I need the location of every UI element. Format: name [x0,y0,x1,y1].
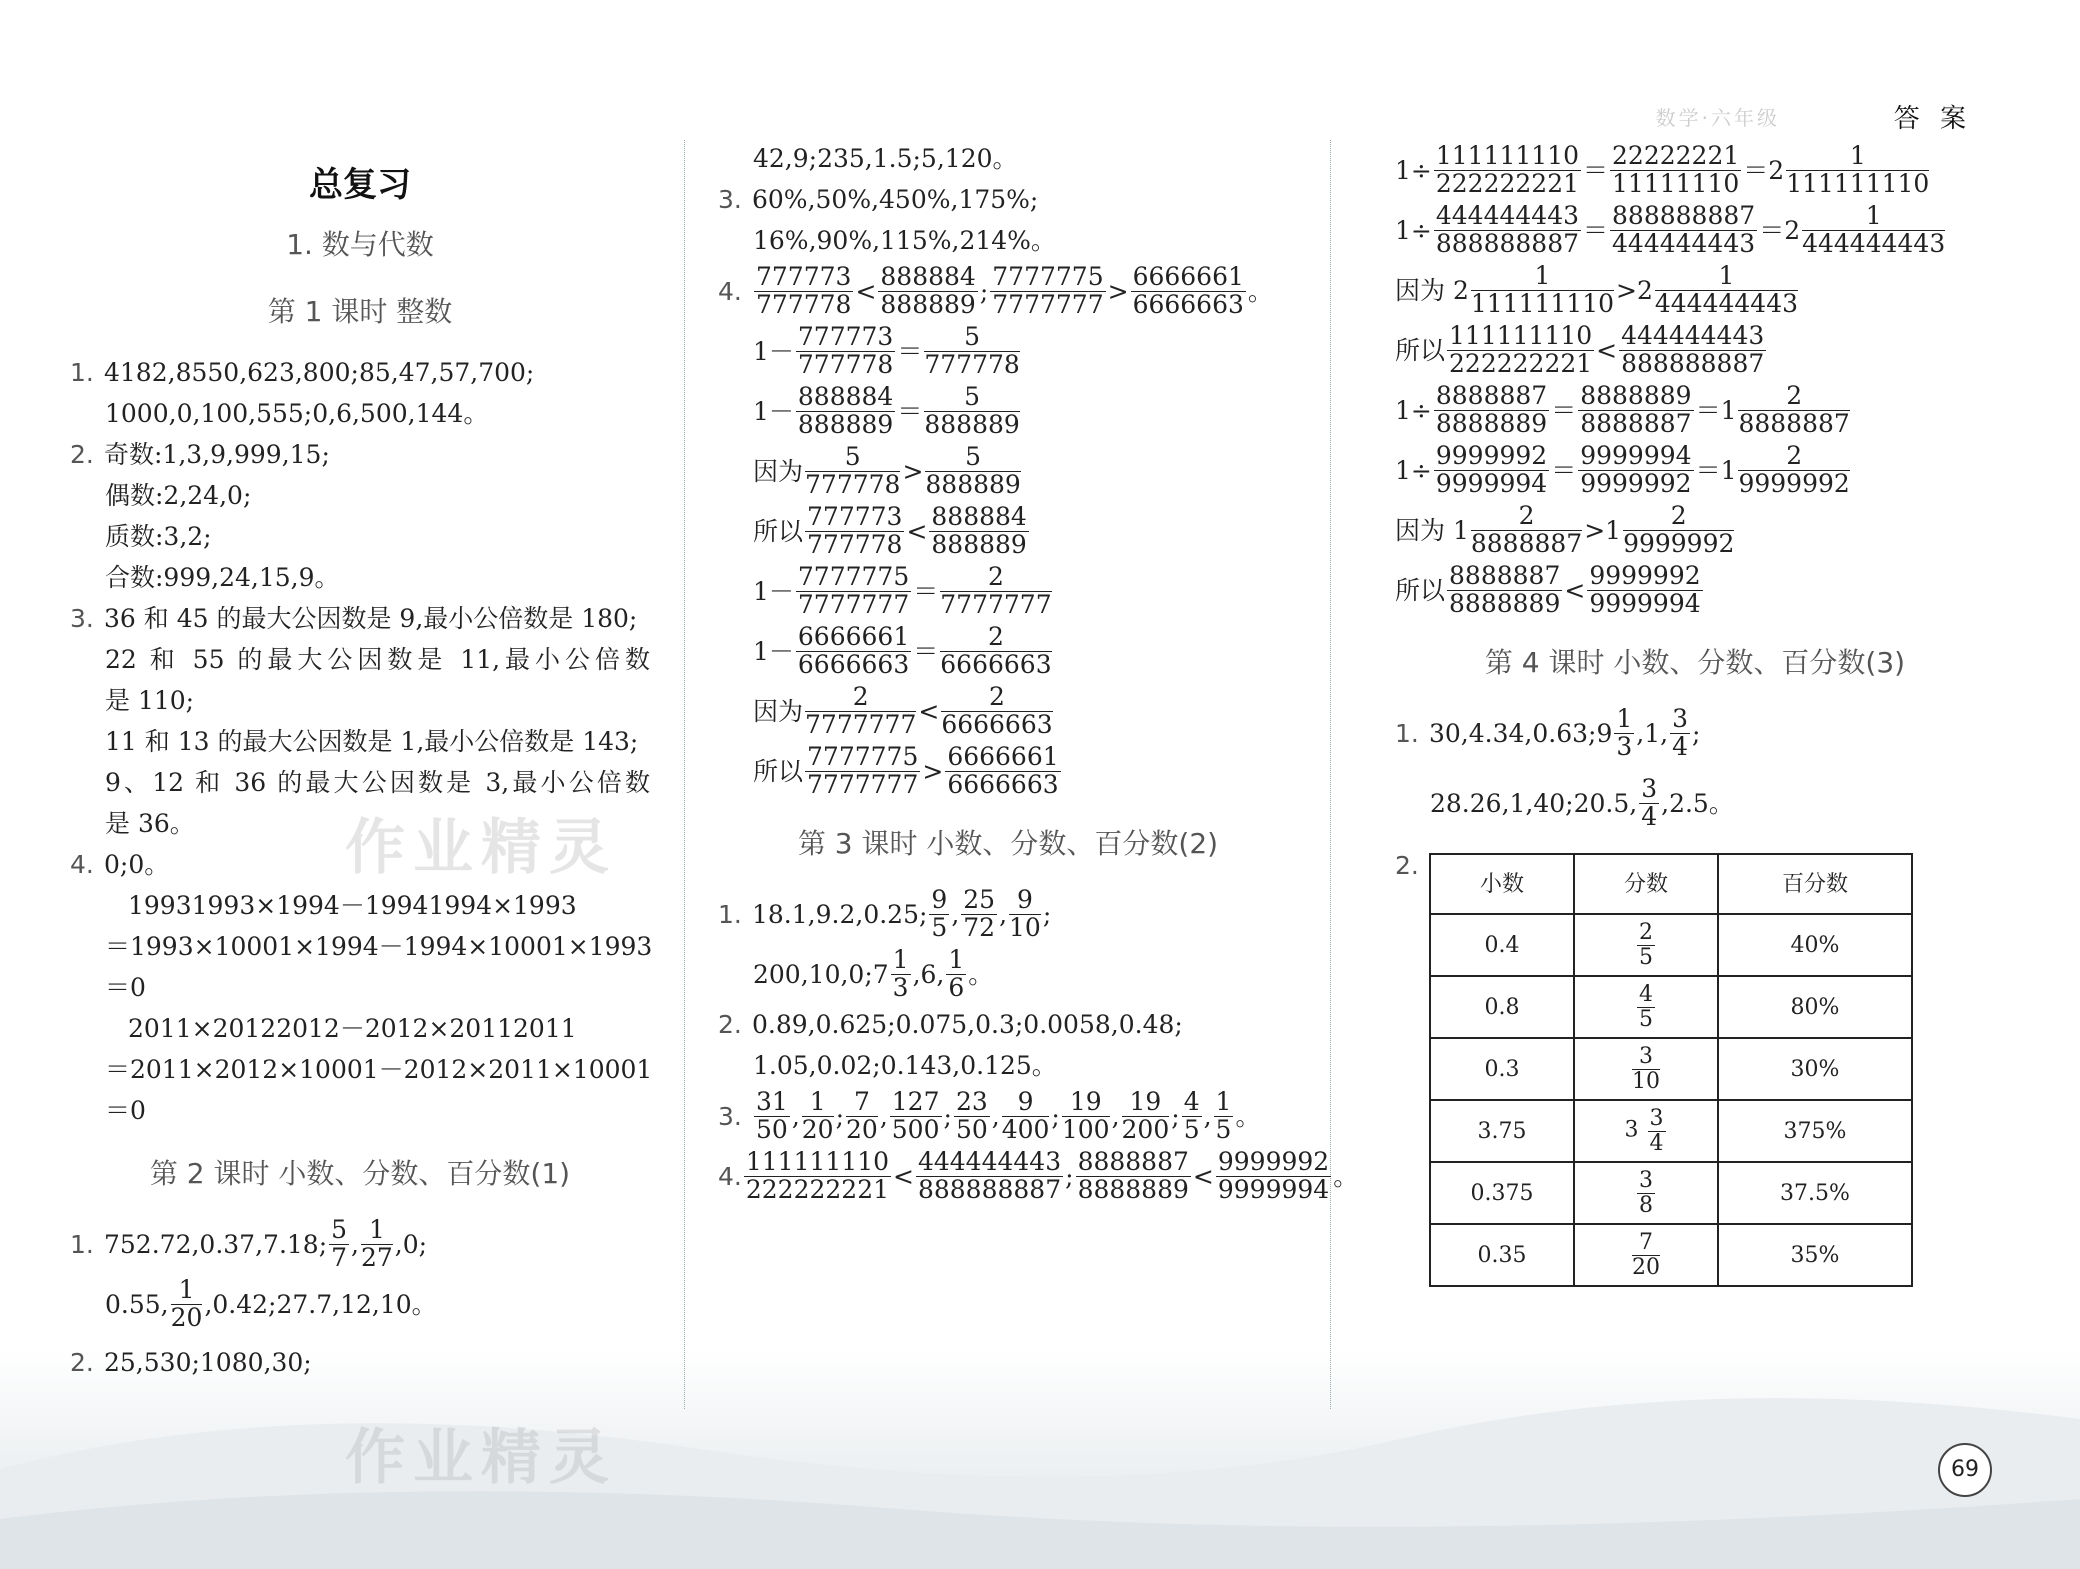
step-line: 1－ 888884 888889 ＝ 5 888889 [753,382,1020,439]
fraction: 888884 888889 [880,262,976,319]
answer-line: ＝1993×10001×1994－1994×10001×1993 [105,932,653,961]
fraction: 3 4 [1672,704,1688,761]
fraction: 9999992 9999994 [1217,1147,1330,1204]
fraction: 1 3 [1616,704,1633,761]
answer-line: 2. 奇数:1,3,9,999,15; [70,440,330,469]
fraction: 777773 777778 [797,322,894,379]
fraction: $\frac{3}{8}$ [1639,1168,1653,1218]
fraction: $\frac{9999992}{9999994}$ [1435,441,1548,498]
answer-line: 4. 111111110 222222221 < 444444443 888888887 ; 8888887 8888889 < 9999992 9999994 。 [718,1147,1359,1204]
fraction: 9999992 9999994 [1589,561,1701,618]
lesson-heading: 第 4 课时 小数、分数、百分数(3) [1484,646,1906,679]
table-row: 0.4 $\frac{2}{5}$ 40% [1430,914,1912,976]
answer-line: ＝0 [105,1096,146,1125]
fraction: 888884 888889 [797,382,894,439]
section-heading: 1. 数与代数 [286,228,434,261]
fraction: 2 6666663 [940,622,1052,679]
answer-line: 质数:3,2; [105,522,212,551]
answer-line: 1.05,0.02;0.143,0.125。 [753,1051,1057,1080]
step-line: 1－ 7777775 7777777 ＝ 2 7777777 [753,562,1052,619]
fraction: 6666661 6666663 [947,742,1059,799]
answer-line: 16%,90%,115%,214%。 [753,226,1056,255]
step-line: 1÷ $\frac{444444443}{888888887}$ ＝ 888888887 444444443 ＝2 1 444444443 [1395,201,1946,258]
fraction: 5 888889 [924,382,1020,439]
fraction: 19 100 [1061,1087,1110,1144]
step-line: 所以 777773 777778 < 888884 888889 [753,502,1027,559]
fraction: 1 444444443 [1654,261,1799,318]
answer-line: 0.55, 1 20 ,0.42;27.7,12,10。 [105,1275,437,1332]
lesson-heading: 第 2 课时 小数、分数、百分数(1) [149,1157,571,1190]
answer-line: 3. 31 50 , 1 20 ; 7 20 , 127 500 ; 23 50 , 9 400 ; 19 100 , 19 200 ; 4 5 , 1 5 。 [718,1087,1261,1144]
fraction: 31 50 [756,1087,788,1144]
fraction: 7777775 7777777 [807,742,919,799]
step-line: 所以 7777775 7777777 > 6666661 6666663 [753,742,1059,799]
table-row: 3.75 3 $\frac{3}{4}$ 375% [1430,1100,1912,1162]
step-line: 1÷ $\frac{111111110}{222222221}$ ＝ 22222221 11111110 ＝2 1 111111110 [1395,141,1930,198]
fraction: 9999994 9999992 [1580,441,1692,498]
fraction: 111111110 222222221 [1449,321,1593,378]
fraction: 1 111111110 [1470,261,1615,318]
fraction: 8888887 8888889 [1449,561,1561,618]
fraction: 1 6 [948,945,965,1002]
answer-line: 2. 0.89,0.625;0.075,0.3;0.0058,0.48; [718,1010,1183,1039]
column-divider [1330,140,1331,1409]
answer-line: 9、12 和 36 的最大公因数是 3,最小公倍数 [105,768,650,797]
answer-label: 答 案 [1893,104,1972,134]
fraction: 7777775 7777777 [992,262,1104,319]
fraction: $\frac{2}{5}$ [1639,920,1653,970]
step-line: 因为 2 7777777 < 2 6666663 [753,682,1053,739]
table-row: 0.35 $\frac{7}{20}$ 35% [1430,1224,1912,1286]
answer-line: 3. 36 和 45 的最大公因数是 9,最小公倍数是 180; [70,604,638,633]
column-2 [718,138,1359,1206]
fraction: 888884 888889 [931,502,1027,559]
fraction: $\frac{8888887}{8888889}$ [1435,381,1548,438]
fraction: 5 7 [331,1215,348,1272]
fraction: 9 10 [1009,885,1041,942]
answer-line: 是 110; [105,686,195,715]
answer-line: 合数:999,24,15,9。 [105,563,340,592]
answer-line: 3. 60%,50%,450%,175%; [718,185,1039,214]
answer-line: 1. 4182,8550,623,800;85,47,57,700; [70,358,535,387]
page-title: 总复习 [309,165,411,205]
fraction: 1 20 [170,1275,203,1332]
fraction: 9 5 [931,885,948,942]
answer-line: 42,9;235,1.5;5,120。 [753,144,1018,173]
answer-line: 1. 30,4.34,0.63;9 1 3 ,1, 3 4 ; [1395,704,1701,761]
fraction: 25 72 [963,885,996,942]
table-header: 小数 [1430,854,1574,914]
answer-line: 2. 25,530;1080,30; [70,1348,312,1377]
table-row: 0.375 $\frac{3}{8}$ 37.5% [1430,1162,1912,1224]
answer-line: 19931993×1994－19941994×1993 [128,891,577,920]
column-1 [70,110,653,1383]
answer-line: ＝2011×2012×10001－2012×2011×10001 [105,1055,653,1084]
fraction: 8888889 8888887 [1580,381,1692,438]
lesson-heading: 第 1 课时 整数 [267,295,453,328]
column-divider [684,140,685,1409]
step-line: 所以 111111110 222222221 < 444444443 888888887 [1395,321,1765,378]
answer-line: 1. 752.72,0.37,7.18; 5 7 , 1 27 ,0; [70,1215,428,1272]
step-line: 1÷ $\frac{8888887}{8888889}$ ＝ 8888889 8888887 ＝1 2 8888887 [1395,381,1850,438]
answer-line: 1. 18.1,9.2,0.25; 9 5 , 25 72 , 9 10 ; [718,885,1052,942]
answer-line: 200,10,0;7 1 3 ,6, 1 6 。 [753,945,994,1002]
fraction: 7 20 [846,1087,878,1144]
fraction: 8888887 8888889 [1077,1147,1189,1204]
fraction: 1 444444443 [1802,201,1946,258]
fraction: 1 5 [1215,1087,1232,1144]
fraction: $\frac{111111110}{222222221}$ [1435,141,1580,198]
answer-line: 2011×20122012－2012×20112011 [128,1014,577,1043]
answer-table-block: 2. 小数 分数 百分数 0.4 $\frac{2}{5}$ 40% 0.8 $\frac{4}{5}$ 80% 0.3 $\frac{3}{10}$ 30% 3.75 3 $\frac{3}{4}$ 375% 0.375 $\frac{3}{8}$ 37.5% 0.35 $\frac{7}{20}$ 35% [1395,845,1995,1287]
step-line: 1－ 777773 777778 ＝ 5 777778 [753,322,1020,379]
fraction: 777773 777778 [756,262,852,319]
fraction: 2 7777777 [805,682,917,739]
fraction: $\frac{3}{4}$ [1649,1106,1664,1156]
fraction: 888888887 444444443 [1612,201,1756,258]
step-line: 1－ 6666661 6666663 ＝ 2 6666663 [753,622,1052,679]
fraction: 2 6666663 [941,682,1053,739]
answer-line: 11 和 13 的最大公因数是 1,最小公倍数是 143; [105,727,639,756]
fraction: 3 4 [1641,774,1658,831]
fraction: $\frac{444444443}{888888887}$ [1435,201,1580,258]
fraction: 6666661 6666663 [797,622,910,679]
column-3 [1395,140,1995,1287]
table-header: 百分数 [1718,854,1912,914]
fraction: 2 8888887 [1470,501,1583,558]
fraction: 19 200 [1121,1087,1170,1144]
fraction: 111111110 222222221 [745,1147,890,1204]
fraction: 1 20 [801,1087,834,1144]
answer-line: 4. 0;0。 [70,850,170,879]
steps [718,321,1298,801]
fraction: 127 500 [891,1087,940,1144]
fraction: $\frac{7}{20}$ [1632,1230,1660,1280]
fraction: 22222221 11111110 [1612,141,1740,198]
table-row: 0.8 $\frac{4}{5}$ 80% [1430,976,1912,1038]
step-line: 所以 8888887 8888889 < 9999992 9999994 [1395,561,1701,618]
watermark: 作业精灵 [345,813,617,883]
step-line: 因为 5 777778 > 5 888889 [753,442,1021,499]
lesson-heading: 第 3 课时 小数、分数、百分数(2) [797,827,1219,860]
fraction: 2 7777777 [940,562,1052,619]
steps [1395,140,1995,620]
table-row: 0.3 $\frac{3}{10}$ 30% [1430,1038,1912,1100]
fraction: 9 400 [1001,1087,1050,1144]
answer-line: 1000,0,100,555;0,6,500,144。 [105,399,489,428]
answer-line: 偶数:2,24,0; [105,481,252,510]
fraction: 2 9999992 [1738,441,1850,498]
fraction: 444444443 888888887 [917,1147,1062,1204]
fraction: $\frac{4}{5}$ [1639,982,1653,1032]
fraction: 23 50 [955,1087,988,1144]
fraction: $\frac{3}{10}$ [1632,1044,1660,1094]
fraction: 6666661 6666663 [1132,262,1244,319]
fraction: 5 888889 [925,442,1021,499]
step-line: 1÷ $\frac{9999992}{9999994}$ ＝ 9999994 9999992 ＝1 2 9999992 [1395,441,1850,498]
fraction: 5 777778 [805,442,901,499]
fraction: 1 3 [892,945,909,1002]
fraction: 1 27 [360,1215,393,1272]
answer-line: 4. 777773 777778 < 888884 888889 ; 7777775 7777777 > 6666661 6666663 。 [718,262,1273,319]
step-line: 因为 2 1 111111110 >2 1 444444443 [1395,261,1799,318]
fraction: 7777775 7777777 [797,562,910,619]
answer-line: 是 36。 [105,809,195,838]
conversion-table [1429,853,1913,1287]
page-number: 69 [1938,1443,1992,1497]
fraction: 4 5 [1183,1087,1200,1144]
header-faint-text: 数学·六年级 [1655,106,1780,130]
fraction: 777773 777778 [807,502,903,559]
fraction: 1 111111110 [1786,141,1930,198]
fraction: 444444443 888888887 [1621,321,1765,378]
watermark: 作业精灵 [345,1423,617,1493]
fraction: 5 777778 [924,322,1020,379]
fraction: 2 8888887 [1738,381,1850,438]
answer-line: 28.26,1,40;20.5, 3 4 ,2.5。 [1430,774,1734,831]
fraction: 2 9999992 [1623,501,1735,558]
answer-line: ＝0 [105,973,146,1002]
answer-line: 22 和 55 的最大公因数是 11,最小公倍数 [105,645,650,674]
step-line: 因为 1 2 8888887 >1 2 9999992 [1395,501,1735,558]
table-header: 分数 [1574,854,1718,914]
